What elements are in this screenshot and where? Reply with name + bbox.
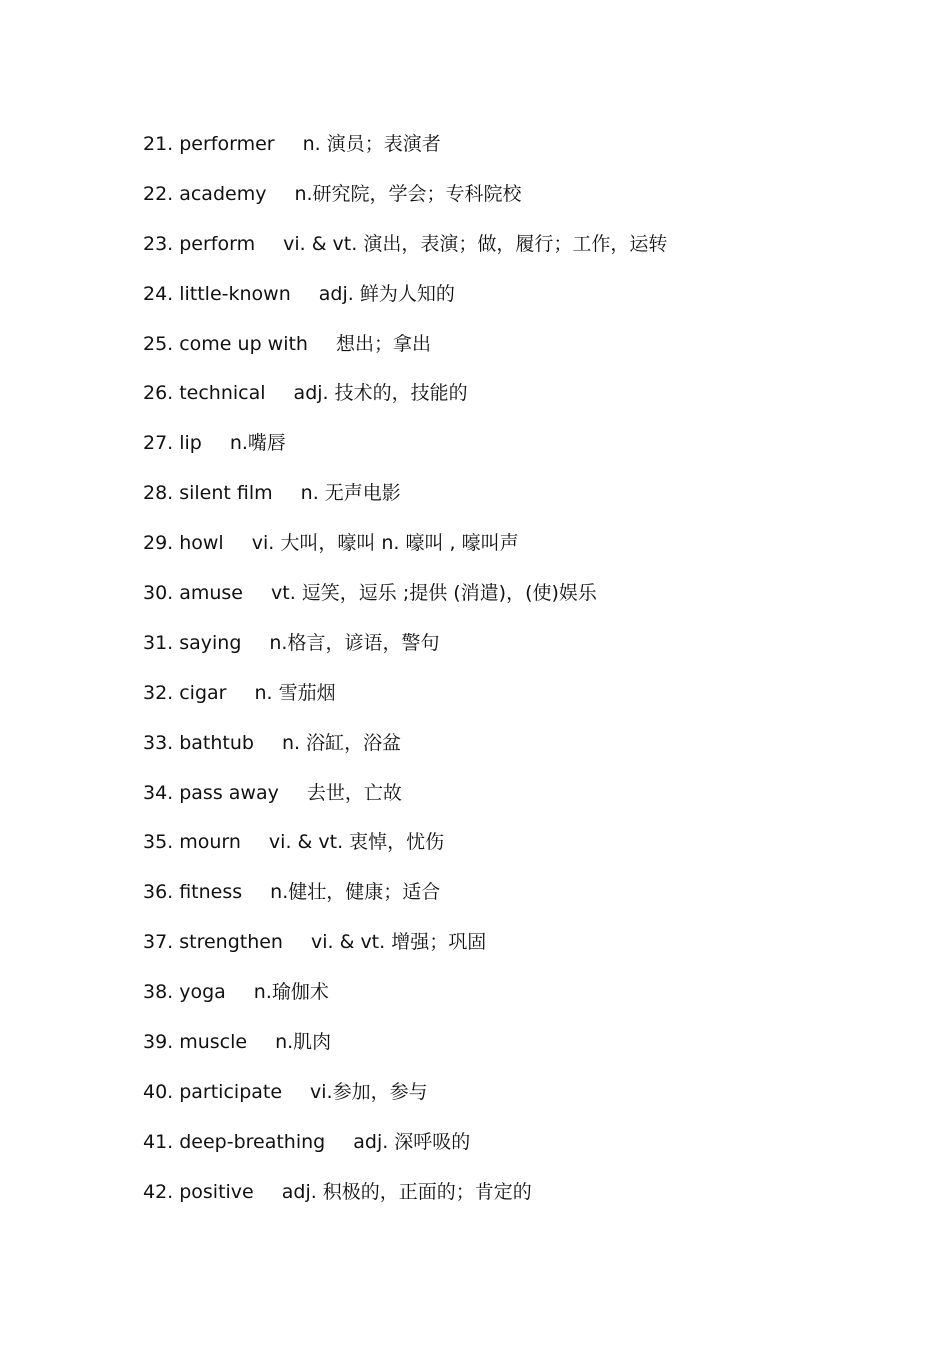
vocab-entry [143,776,903,826]
entry-word: pass away [179,781,279,804]
entry-definition: n. 演员；表演者 [302,133,441,155]
entry-word: performer [179,133,275,155]
entry-definition: vi. & vt. 增强；巩固 [310,931,487,954]
entry-definition: n.健壮，健康；适合 [270,881,441,904]
entry-definition: vi. & vt. 演出，表演；做，履行；工作，运转 [283,232,668,255]
vocab-entry [143,925,903,975]
vocab-entry [143,1125,903,1175]
entry-number: 42. [143,1180,174,1203]
entry-definition: n.格言，谚语，警句 [269,631,440,654]
vocab-entry [143,875,903,925]
entry-number: 34. [143,781,174,804]
entry-number: 33. [143,731,174,754]
entry-definition: n.瑜伽术 [253,981,329,1004]
vocab-entry [143,376,903,426]
entry-word: muscle [179,1031,248,1054]
entry-definition: n. 无声电影 [300,482,401,505]
entry-number: 24. [143,282,174,305]
vocab-entry [143,1175,903,1225]
entry-number: 31. [143,631,174,654]
entry-word: howl [179,532,224,555]
entry-number: 21. [143,133,174,155]
entry-word: come up with [179,332,308,355]
entry-definition: n.嘴唇 [229,432,286,455]
entry-word: yoga [179,981,226,1004]
entry-word: participate [179,1080,283,1103]
entry-definition: adj. 积极的，正面的；肯定的 [281,1180,532,1203]
entry-number: 41. [143,1130,174,1153]
entry-word: academy [179,182,267,205]
entry-number: 35. [143,831,174,854]
vocab-entry [143,277,903,327]
entry-word: deep-breathing [179,1130,326,1153]
entry-word: silent film [179,482,273,505]
vocab-entry [143,726,903,776]
entry-definition: 想出；拿出 [335,332,431,355]
vocab-entry [143,476,903,526]
entry-word: mourn [179,831,241,854]
entry-number: 38. [143,981,174,1004]
entry-word: fitness [179,881,243,904]
entry-definition: n.研究院，学会；专科院校 [294,182,522,205]
entry-number: 32. [143,681,174,704]
entry-number: 40. [143,1080,174,1103]
entry-definition: vt. 逗笑，逗乐 ;提供 (消遣)，(使)娱乐 [271,582,597,605]
entry-number: 25. [143,332,174,355]
entry-word: strengthen [179,931,283,954]
entry-number: 36. [143,881,174,904]
vocab-entry [143,127,903,177]
entry-definition: adj. 深呼吸的 [353,1130,471,1153]
vocab-entry [143,676,903,726]
entry-word: cigar [179,681,227,704]
vocab-entry [143,626,903,676]
vocab-entry [143,1025,903,1075]
entry-definition: n.肌肉 [275,1031,332,1054]
entry-definition: adj. 鲜为人知的 [318,282,455,305]
vocabulary-list [143,127,903,1225]
vocab-entry [143,177,903,227]
entry-word: little-known [179,282,291,305]
entry-word: positive [179,1180,254,1203]
entry-number: 23. [143,232,174,255]
entry-definition: n. 雪茄烟 [254,681,336,704]
entry-definition: vi. & vt. 衷悼，忧伤 [268,831,445,854]
entry-definition: vi.参加，参与 [310,1080,428,1103]
entry-number: 30. [143,582,174,605]
entry-number: 26. [143,382,174,405]
entry-word: amuse [179,582,244,605]
vocab-entry [143,526,903,576]
vocab-entry [143,576,903,626]
entry-definition: 去世，亡故 [306,781,402,804]
entry-number: 37. [143,931,174,954]
vocab-entry [143,227,903,277]
entry-word: lip [179,432,202,455]
entry-number: 27. [143,432,174,455]
entry-definition: vi. 大叫，嚎叫 n. 嚎叫 , 嚎叫声 [251,532,519,555]
entry-number: 22. [143,182,174,205]
vocab-entry [143,825,903,875]
entry-word: bathtub [179,731,254,754]
vocab-entry [143,426,903,476]
vocab-entry [143,975,903,1025]
entry-number: 39. [143,1031,174,1054]
entry-number: 29. [143,532,174,555]
entry-word: perform [179,232,256,255]
entry-definition: n. 浴缸，浴盆 [281,731,402,754]
entry-definition: adj. 技术的，技能的 [293,382,468,405]
vocab-entry [143,1075,903,1125]
vocab-entry [143,327,903,377]
entry-word: technical [179,382,266,405]
entry-number: 28. [143,482,174,505]
entry-word: saying [179,631,242,654]
